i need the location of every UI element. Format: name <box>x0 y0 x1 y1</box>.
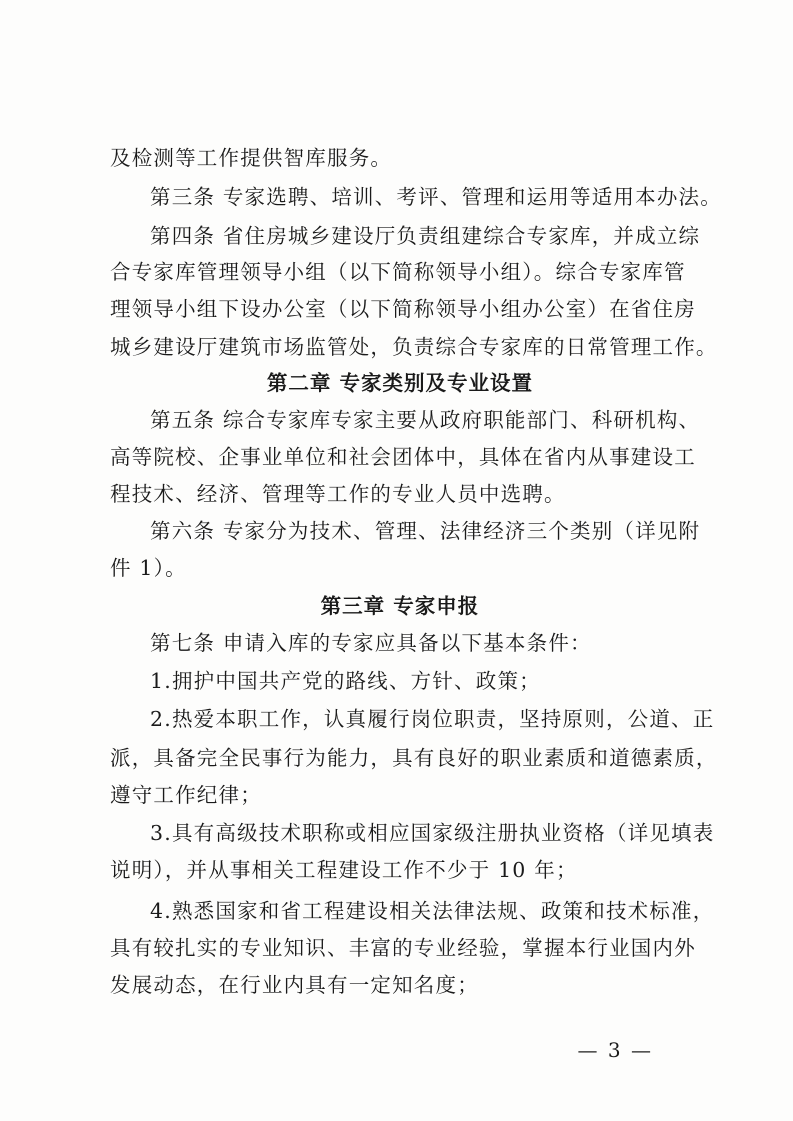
paragraph-line: 派，具备完全民事行为能力，具有良好的职业素质和道德素质， <box>110 746 718 770</box>
paragraph-line: 城乡建设厅建筑市场监管处，负责综合专家库的日常管理工作。 <box>110 335 718 359</box>
condition-4-line: 4.熟悉国家和省工程建设相关法律法规、政策和技术标准， <box>150 899 715 923</box>
paragraph-line: 理领导小组下设办公室（以下简称领导小组办公室）在省住房 <box>110 297 696 321</box>
article-3-line: 第三条 专家选聘、培训、考评、管理和运用等适用本办法。 <box>150 185 722 209</box>
condition-1-line: 1.拥护中国共产党的路线、方针、政策； <box>150 669 541 693</box>
chapter-2-heading: 第二章 专家类别及专业设置 <box>266 371 534 395</box>
paragraph-line: 合专家库管理领导小组（以下简称领导小组）。综合专家库管 <box>110 260 686 284</box>
paragraph-line: 件 1）。 <box>110 556 187 580</box>
chapter-3-heading: 第三章 专家申报 <box>320 594 480 618</box>
paragraph-line: 及检测等工作提供智库服务。 <box>110 146 393 170</box>
paragraph-line: 发展动态，在行业内具有一定知名度； <box>110 973 479 997</box>
paragraph-line: 遵守工作纪律； <box>110 783 262 807</box>
paragraph-line: 高等院校、企事业单位和社会团体中，具体在省内从事建设工 <box>110 445 696 469</box>
paragraph-line: 说明），并从事相关工程建设工作不少于 10 年； <box>110 858 578 882</box>
condition-3-line: 3.具有高级技术职称或相应国家级注册执业资格（详见填表 <box>150 821 715 845</box>
paragraph-line: 程技术、经济、管理等工作的专业人员中选聘。 <box>110 482 566 506</box>
paragraph-line: 具有较扎实的专业知识、丰富的专业经验，掌握本行业国内外 <box>110 936 696 960</box>
article-4-line: 第四条 省住房城乡建设厅负责组建综合专家库，并成立综 <box>150 224 701 248</box>
page-number: — 3 — <box>577 1038 653 1062</box>
article-6-line: 第六条 专家分为技术、管理、法律经济三个类别（详见附 <box>150 519 701 543</box>
condition-2-line: 2.热爱本职工作，认真履行岗位职责，坚持原则，公道、正 <box>150 707 715 731</box>
article-7-line: 第七条 申请入库的专家应具备以下基本条件： <box>150 631 592 655</box>
article-5-line: 第五条 综合专家库专家主要从政府职能部门、科研机构、 <box>150 408 701 432</box>
